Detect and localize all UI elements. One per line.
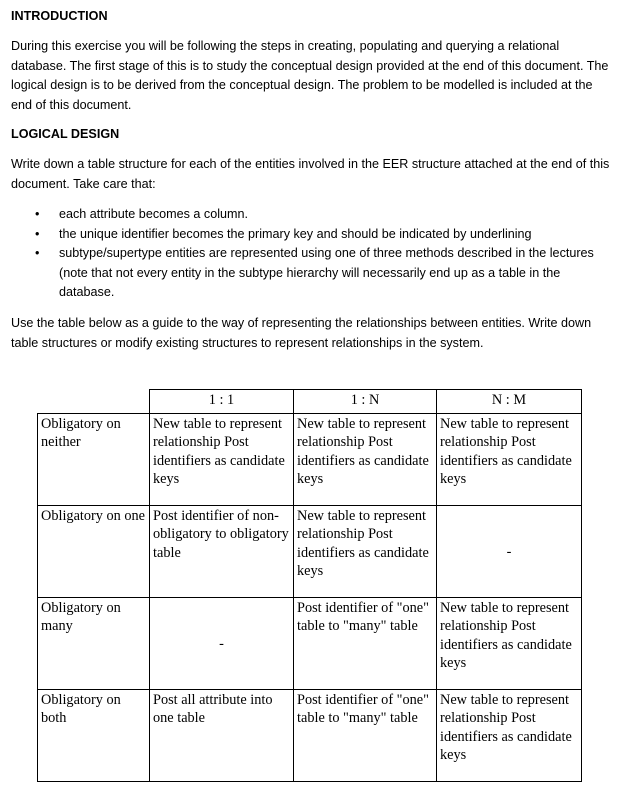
column-header-one-to-many: 1 : N: [294, 390, 437, 414]
intro-paragraph: During this exercise you will be following the steps in creating, populating and querying a relational database. The first stage of this is to study the conceptual design provided at the end of this document. The logical design is to be derived from the conceptual design. The problem to be modelled is included at the end of this document.: [11, 39, 609, 112]
table-row: [38, 414, 582, 506]
table-cell: New table to represent relationship Post identifiers as candidate keys: [294, 506, 437, 598]
guide-paragraph: Use the table below as a guide to the way of representing the relationships between entities. Write down table structures or modify existing structures to represent relationships in the system.: [11, 316, 592, 350]
table-header-row: [38, 390, 582, 414]
column-header-one-to-one: 1 : 1: [150, 390, 294, 414]
table-cell: Post all attribute into one table: [150, 690, 294, 782]
row-header-obligatory-many: Obligatory on many: [38, 598, 150, 690]
list-item-text: each attribute becomes a column.: [59, 207, 249, 221]
table-cell: New table to represent relationship Post identifiers as candidate keys: [150, 414, 294, 506]
table-row: [38, 598, 582, 690]
bullet-icon: •: [35, 226, 40, 241]
intro-heading: INTRODUCTION: [11, 9, 108, 23]
table-row: [38, 690, 582, 782]
table-cell: New table to represent relationship Post identifiers as candidate keys: [437, 690, 582, 782]
bullet-icon: •: [35, 207, 40, 221]
table-corner-cell: [38, 390, 150, 414]
table-row: [38, 506, 582, 598]
table-cell: Post identifier of "one" table to "many" table: [294, 690, 437, 782]
table-cell: New table to represent relationship Post identifiers as candidate keys: [294, 414, 437, 506]
logical-design-paragraph: Write down a table structure for each of the entities involved in the EER structure attached at the end of this document. Take care that:: [11, 157, 610, 191]
list-item: [11, 244, 607, 303]
table-cell: New table to represent relationship Post identifiers as candidate keys: [437, 598, 582, 690]
table-cell-empty-dash: -: [437, 506, 582, 598]
logical-design-heading: LOGICAL DESIGN: [11, 127, 120, 141]
relationship-table: [37, 389, 582, 782]
table-cell: New table to represent relationship Post identifiers as candidate keys: [437, 414, 582, 506]
list-item: [11, 205, 607, 225]
list-item: [11, 225, 607, 245]
bullet-icon: •: [35, 246, 40, 260]
requirements-list: [11, 205, 607, 303]
table-cell: Post identifier of non-obligatory to obligatory table: [150, 506, 294, 598]
row-header-obligatory-one: Obligatory on one: [38, 506, 150, 598]
table-cell: Post identifier of "one" table to "many" table: [294, 598, 437, 690]
list-item-text: subtype/supertype entities are represented using one of three methods described in the lectures (note that not every entity in the subtype hierarchy will necessarily end up as a table in the database.: [59, 246, 594, 299]
column-header-many-to-many: N : M: [437, 390, 582, 414]
row-header-obligatory-both: Obligatory on both: [38, 690, 150, 782]
table-cell-empty-dash: -: [150, 598, 294, 690]
list-item-text: the unique identifier becomes the primary key and should be indicated by underlining: [59, 226, 532, 241]
row-header-obligatory-neither: Obligatory on neither: [38, 414, 150, 506]
